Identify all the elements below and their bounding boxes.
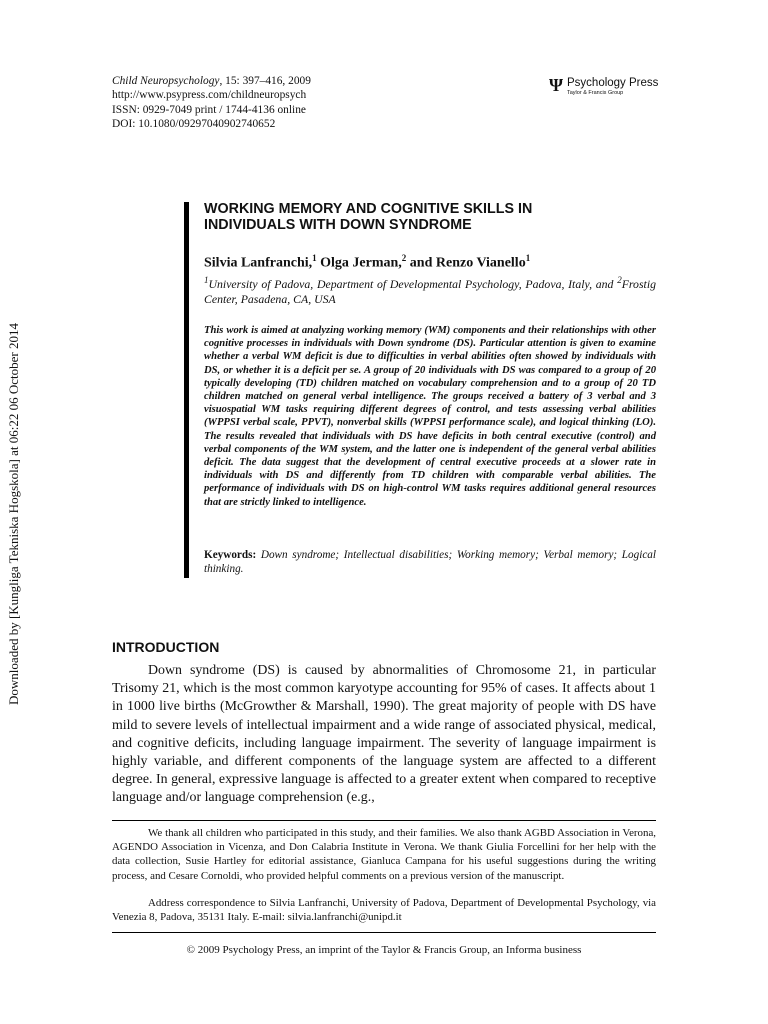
publisher-name: Psychology Press [567,77,659,89]
affiliation-mark: 2 [617,275,622,285]
author-affiliation-mark: 2 [401,253,407,263]
author-name: and Renzo Vianello [406,255,526,271]
affiliation-2: Frostig Center, Pasadena, CA, USA [204,276,656,306]
author-affiliation-mark: 1 [525,253,531,263]
keywords-list: Down syndrome; Intellectual disabilities; Working memory; Verbal memory; Logical thinking. [204,549,656,575]
author-list [204,253,530,272]
article-title: WORKING MEMORY AND COGNITIVE SKILLS IN INDIVIDUALS WITH DOWN SYNDROME [204,201,533,233]
author-affiliations [204,273,656,307]
copyright-line: © 2009 Psychology Press, an imprint of the Taylor & Francis Group, an Informa business [186,944,582,956]
keywords [204,548,656,576]
journal-url[interactable]: http://www.psypress.com/childneuropsych [112,89,307,102]
section-heading-introduction: INTRODUCTION [112,639,220,655]
journal-issn: ISSN: 0929-7049 print / 1744-4136 online [112,103,306,116]
journal-volume: , 15: 397–416, 2009 [219,75,311,87]
footnote-correspondence: Address correspondence to Silvia Lanfranchi, University of Padova, Department of Developmental Psychology, via Venezia 8, Padova, 35131 Italy. E-mail: silvia.lanfranchi@unipd.it [112,897,656,924]
journal-doi[interactable]: DOI: 10.1080/09297040902740652 [112,118,276,131]
download-watermark: Downloaded by [Kungliga Tekniska Hogskola] at 06:22 06 October 2014 [6,323,21,705]
keywords-label: Keywords: [204,549,257,561]
journal-citation [112,74,311,88]
author-affiliation-mark: 1 [312,253,317,263]
introduction-paragraph: Down syndrome (DS) is caused by abnormalities of Chromosome 21, in particular Trisomy 21, which is the most common karyotype accounting for 95% of cases. It affects about 1 in 1000 live births (McGrowther & Marshall, 1990). The great majority of people with DS have mild to severe levels of intellectual impairment and a wide range of associated physical, medical, and cognitive deficits, including language impairment. The severity of language impairment is highly variable, and different components of the language system are affected to a different degree. In general, expressive language is affected to a greater extent when compared to receptive language and/or language comprehension (e.g., [112,663,656,806]
affiliation-mark: 1 [204,275,209,285]
footnote-acknowledgment: We thank all children who participated in this study, and their families. We also thank AGBD Association in Verona, AGENDO Association in Vicenza, and Don Calabria Institute in Verona. We thank Giulia Forcellini for her help with the data collection, Susie Hartley for editorial assistance, Gianluca Campana for his useful suggestions during the writing process, and Cesare Cornoldi, who provided helpful comments on a previous version of the manuscript. [112,827,656,882]
author-name: Silvia Lanfranchi, [204,255,313,271]
affiliation-1: University of Padova, Department of Developmental Psychology, Padova, Italy, and [208,276,618,291]
footer-divider [112,932,656,933]
publisher-group: Taylor & Francis Group [567,90,624,96]
title-block-rule [184,202,189,578]
author-name: Olga Jerman, [316,255,402,271]
journal-header [112,74,311,132]
psi-logo-icon: Ψ [549,75,564,95]
footnote-divider [112,820,656,821]
abstract: This work is aimed at analyzing working memory (WM) components and their relationships with other cognitive processes in individuals with Down syndrome (DS). Particular attention is given to examine whether a verbal WM deficit is due to difficulties in verbal abilities often showed by individuals with DS, or whether it is a deficit per se. A group of 20 individuals with DS was compared to a group of 20 typically developing (TD) children matched on vocabulary comprehension and to a group of 20 TD children matched on general verbal intelligence. The groups received a battery of 3 verbal and 3 visuospatial WM tasks requiring different degrees of control, and tests assessing verbal abilities (WPPSI verbal scale, PPVT), nonverbal skills (WPPSI performance scale), and logical thinking (LO). The results revealed that individuals with DS have deficits in both central executive (control) and verbal components of the WM system, and the latter one is independent of the general verbal abilities deficit. The data suggest that the development of central executive proceeds at a slower rate in individuals with DS and differently from TD children with comparable verbal abilities. The performance of individuals with DS on high-control WM tasks requires additional general resources that are strictly linked to intelligence. [204,325,656,508]
journal-name: Child Neuropsychology [112,75,220,87]
